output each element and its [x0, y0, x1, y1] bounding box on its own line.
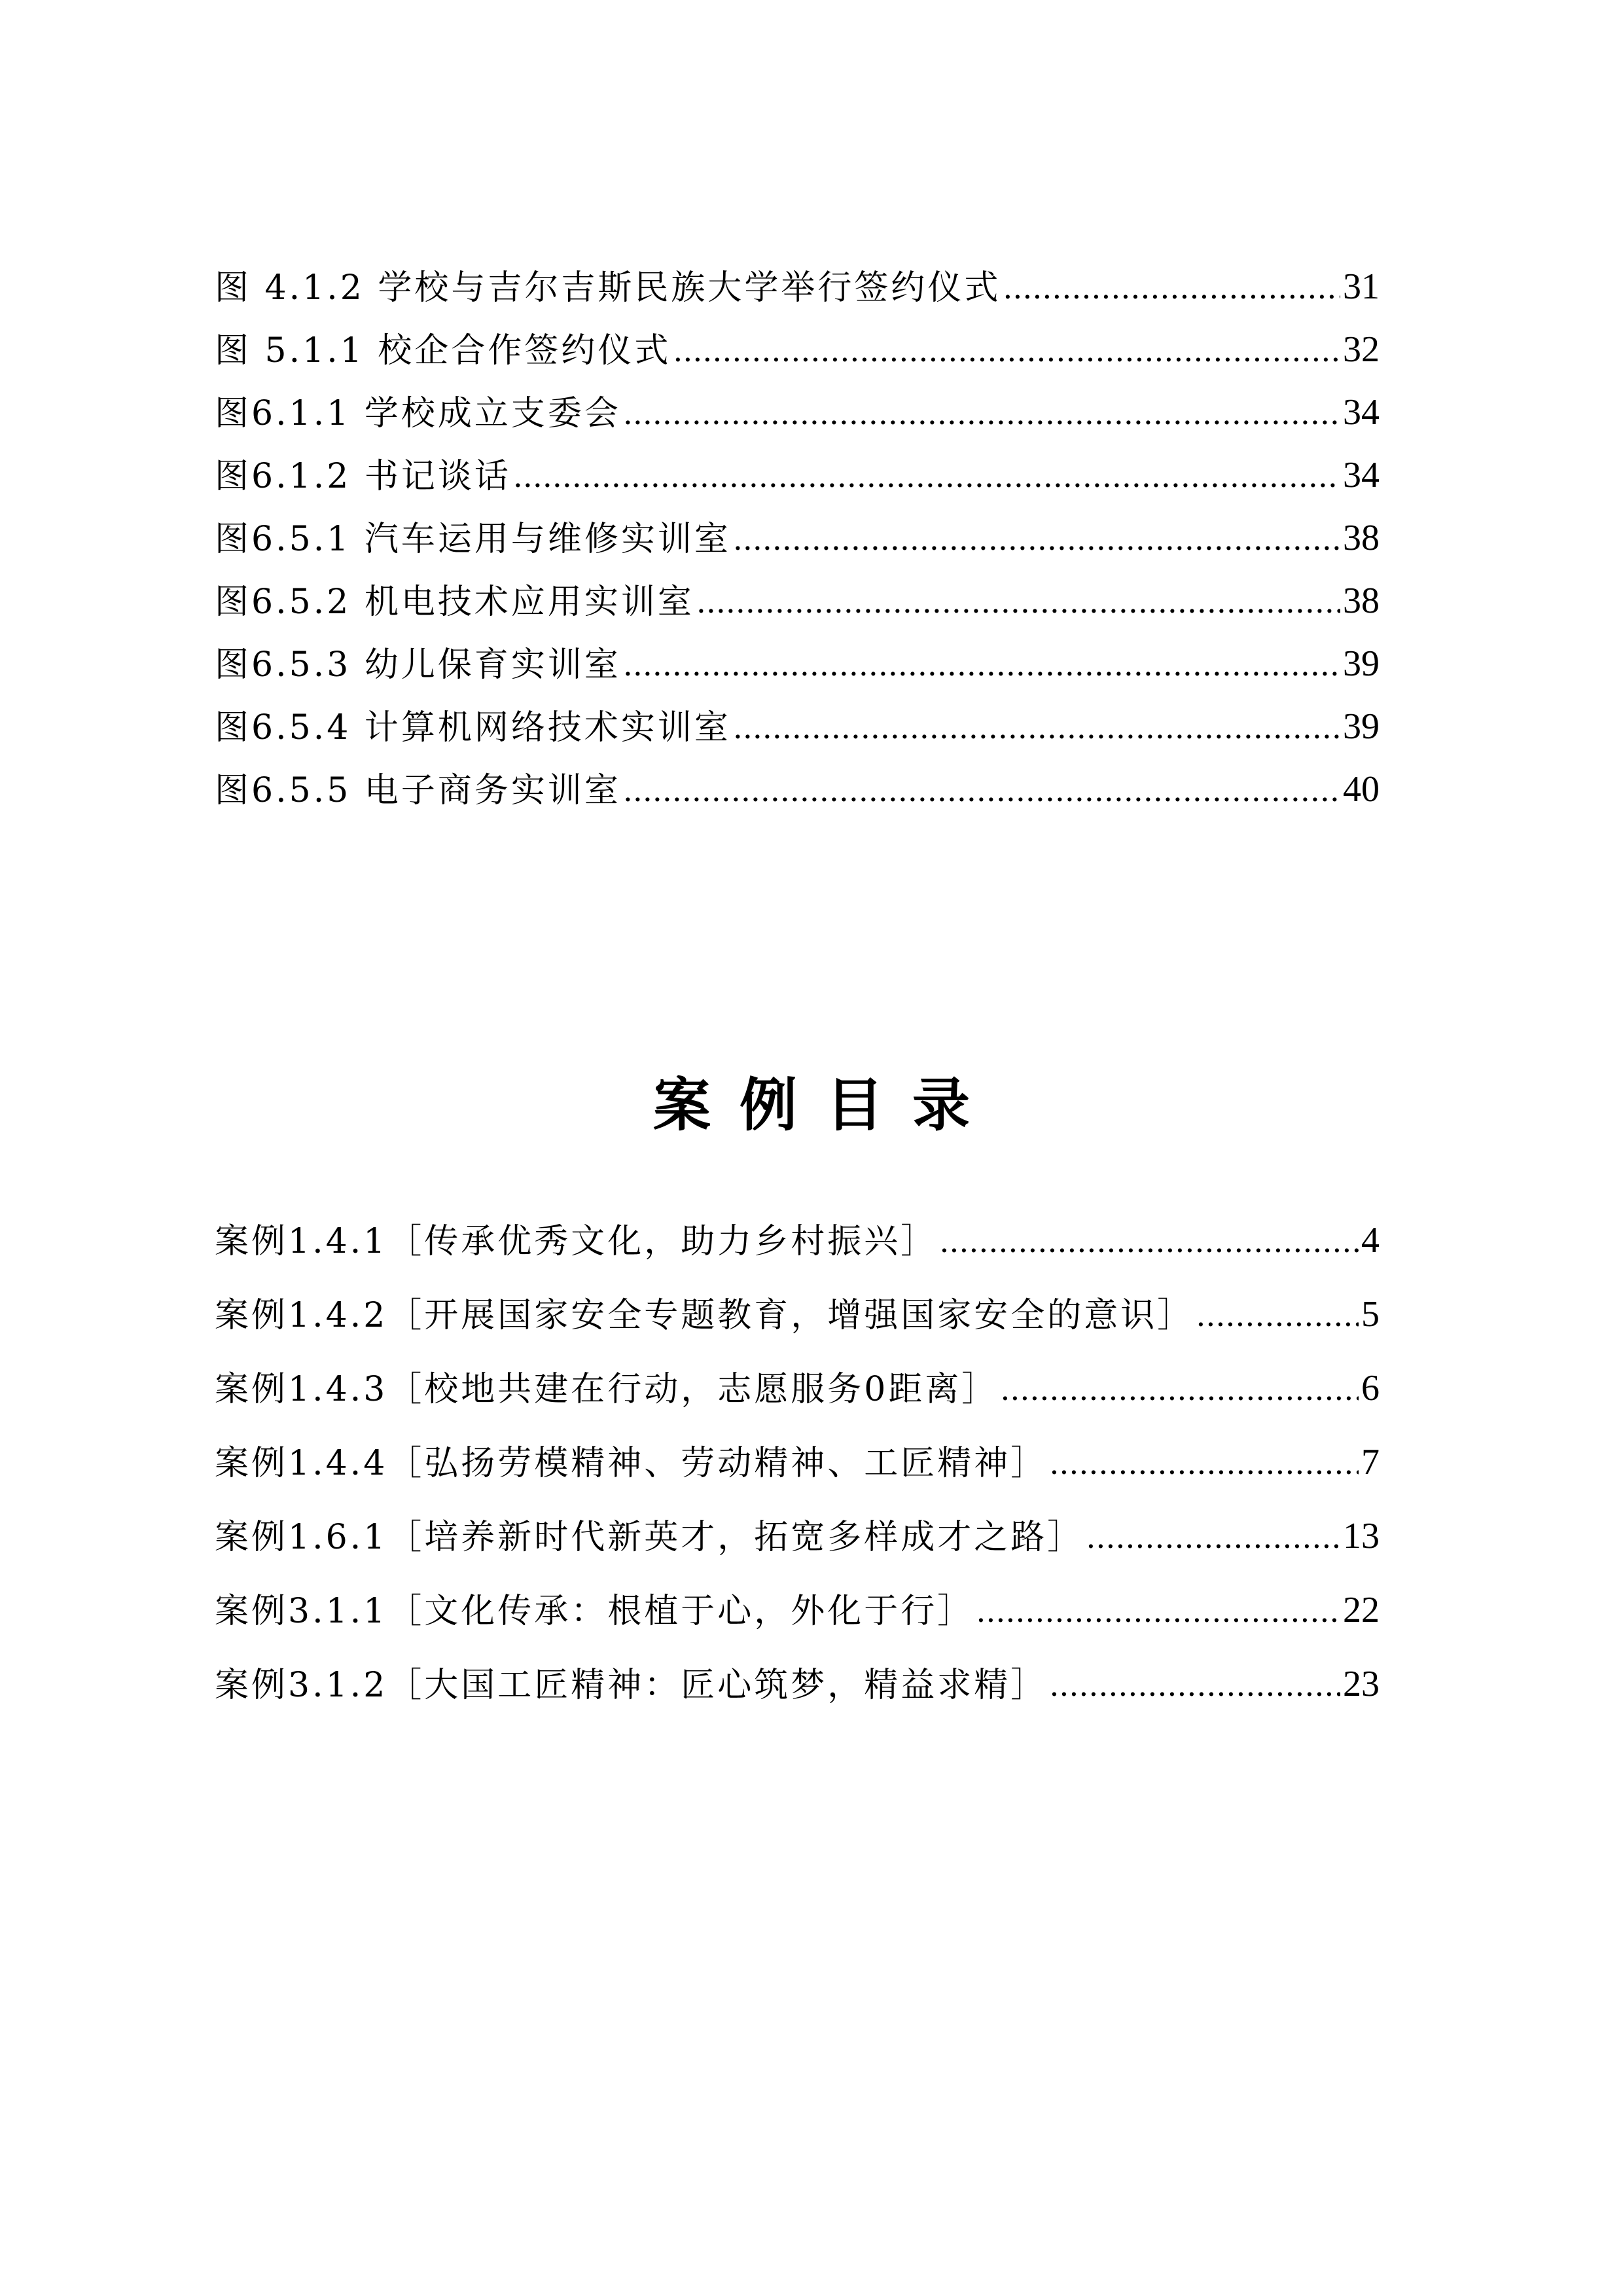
dot-leader [940, 1225, 1359, 1259]
dot-leader [734, 711, 1340, 745]
page-number: 39 [1343, 706, 1380, 747]
entry-label: 案例3.1.2［大国工匠精神：匠心筑梦，精益求精］ [215, 1666, 1048, 1705]
dot-leader [976, 1594, 1340, 1628]
case-list [215, 1185, 1380, 1705]
figure-entry[interactable] [215, 745, 1380, 808]
page-number: 38 [1343, 581, 1380, 621]
entry-label: 图6.5.1 汽车运用与维修实训室 [215, 520, 731, 559]
page-number: 23 [1343, 1664, 1380, 1704]
entry-label: 图6.5.5 电子商务实训室 [215, 771, 621, 810]
entry-label: 图6.5.4 计算机网络技术实训室 [215, 708, 731, 747]
dot-leader [514, 459, 1340, 493]
figure-entry[interactable] [215, 493, 1380, 559]
dot-leader [697, 585, 1340, 619]
page-number: 32 [1343, 329, 1380, 370]
figure-list [215, 242, 1380, 808]
page-number: 40 [1343, 769, 1380, 810]
case-entry[interactable] [215, 1554, 1380, 1631]
page-number: 39 [1343, 643, 1380, 684]
page-number: 7 [1361, 1442, 1380, 1482]
entry-label: 案例1.4.1［传承优秀文化，助力乡村振兴］ [215, 1222, 938, 1261]
page-number: 34 [1343, 392, 1380, 433]
figure-entry[interactable] [215, 619, 1380, 685]
dot-leader [734, 522, 1340, 556]
dot-leader [1196, 1299, 1359, 1333]
page-number: 5 [1361, 1294, 1380, 1335]
entry-label: 图6.1.2 书记谈话 [215, 457, 511, 496]
dot-leader [673, 334, 1340, 368]
page-number: 4 [1361, 1220, 1380, 1261]
page-number: 31 [1343, 266, 1380, 307]
dot-leader [1050, 1668, 1340, 1702]
page-number: 22 [1343, 1590, 1380, 1630]
case-entry[interactable] [215, 1185, 1380, 1259]
page-number: 13 [1343, 1516, 1380, 1556]
case-entry[interactable] [215, 1407, 1380, 1483]
entry-label: 图 4.1.2 学校与吉尔吉斯民族大学举行签约仪式 [215, 268, 1001, 308]
entry-label: 案例1.4.4［弘扬劳模精神、劳动精神、工匠精神］ [215, 1444, 1048, 1483]
dot-leader [1050, 1446, 1359, 1480]
dot-leader [1003, 271, 1340, 305]
figure-entry[interactable] [215, 305, 1380, 368]
dot-leader [1001, 1372, 1359, 1407]
figure-entry[interactable] [215, 682, 1380, 745]
figure-entry[interactable] [215, 431, 1380, 496]
case-entry[interactable] [215, 1259, 1380, 1333]
figure-entry[interactable] [215, 556, 1380, 622]
page-number: 38 [1343, 518, 1380, 558]
case-entry[interactable] [215, 1333, 1380, 1407]
dot-leader [624, 397, 1340, 431]
entry-label: 图 5.1.1 校企合作签约仪式 [215, 331, 671, 370]
figure-entry[interactable] [215, 242, 1380, 308]
case-list-heading: 案例目录 [652, 1071, 999, 1139]
page-number: 34 [1343, 455, 1380, 495]
case-entry[interactable] [215, 1480, 1380, 1557]
page-number: 6 [1361, 1368, 1380, 1408]
dot-leader [1086, 1520, 1340, 1554]
entry-label: 图6.1.1 学校成立支委会 [215, 394, 621, 433]
dot-leader [624, 648, 1340, 682]
entry-label: 案例1.4.2［开展国家安全专题教育，增强国家安全的意识］ [215, 1296, 1194, 1335]
entry-label: 案例1.6.1［培养新时代新英才，拓宽多样成才之路］ [215, 1518, 1084, 1557]
entry-label: 图6.5.2 机电技术应用实训室 [215, 583, 694, 622]
figure-entry[interactable] [215, 368, 1380, 431]
entry-label: 案例1.4.3［校地共建在行动，志愿服务0距离］ [215, 1370, 999, 1409]
entry-label: 案例3.1.1［文化传承：根植于心，外化于行］ [215, 1592, 974, 1631]
case-entry[interactable] [215, 1628, 1380, 1705]
dot-leader [624, 774, 1340, 808]
entry-label: 图6.5.3 幼儿保育实训室 [215, 645, 621, 685]
